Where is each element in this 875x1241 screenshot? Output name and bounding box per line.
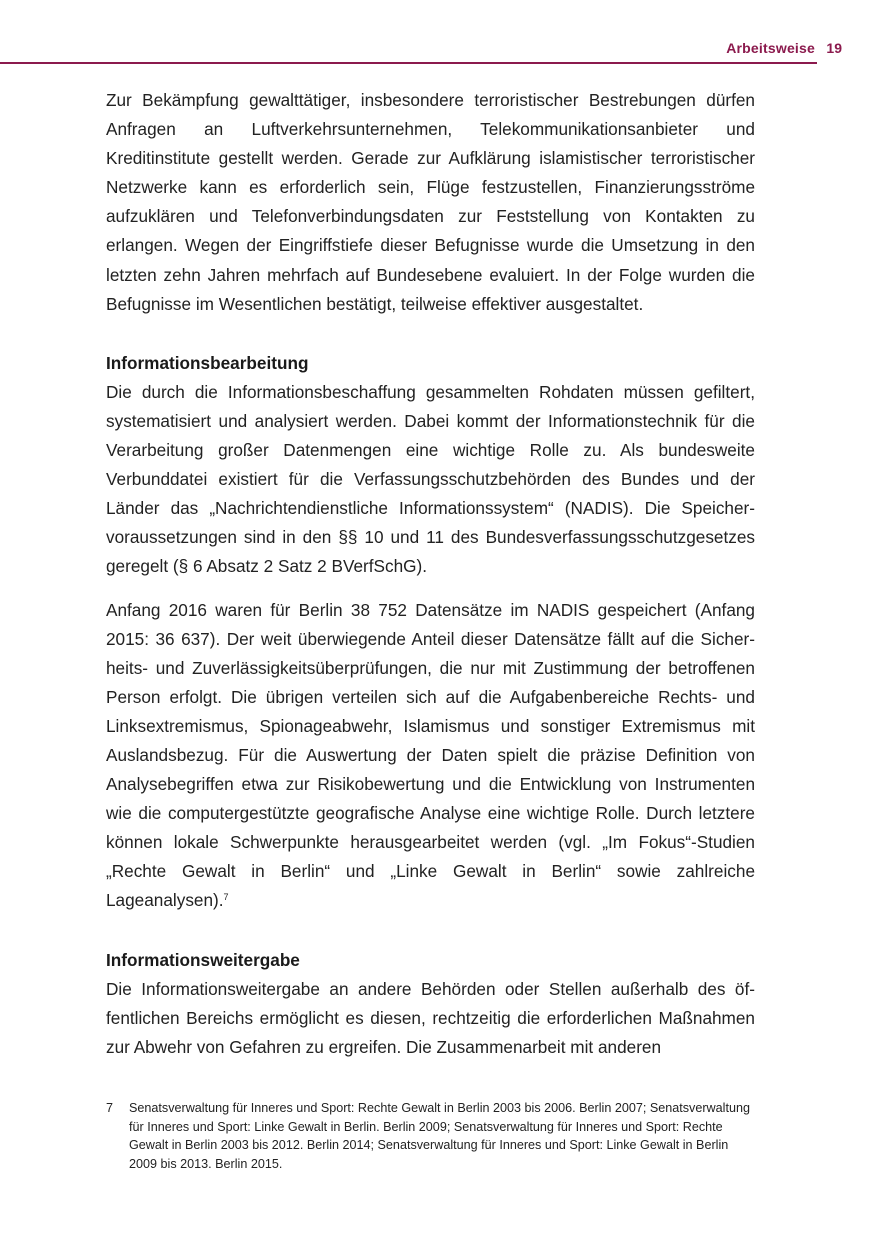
section-spacer: [106, 916, 755, 946]
paragraph-spacer: [106, 582, 755, 596]
header-rule: [0, 62, 817, 64]
main-text: [106, 86, 755, 1062]
footnote-number: 7: [106, 1101, 114, 1115]
paragraph-3: [106, 596, 755, 916]
paragraph-4: Die Informationsweitergabe an andere Behörden oder Stellen außerhalb des öffentlichen Bereichs ermöglicht es diesen, rechtzeitig die erforderlichen Maßnahmen zur Abwehr von Gefahren zu ergreifen. Die Zusammenarbeit mit anderen: [106, 978, 755, 1057]
heading-informationsweitergabe: Informationsweitergabe: [106, 949, 300, 970]
heading-informationsbearbeitung: Informationsbearbeitung: [106, 352, 309, 373]
running-header-section: Arbeitsweise: [726, 40, 815, 56]
page-header: [0, 38, 875, 64]
footnote: [106, 1099, 755, 1173]
footnote-text: Senatsverwaltung für Inneres und Sport: Rechte Gewalt in Berlin 2003 bis 2006. Berlin 2007; Senatsverwaltung für Inneres und Sport: Linke Gewalt in Berlin. Berlin 2009; Senatsverwaltung für Inneres und Sport: Rechte Gewalt in Berlin 2003 bis 2012. Berlin 2014; Senatsverwaltung für Inneres und Sport: Linke Gewalt in Berlin 2009 bis 2013. Berlin 2015.: [129, 1101, 750, 1171]
section-spacer: [106, 319, 755, 349]
footnote-reference[interactable]: 7: [223, 892, 229, 903]
paragraph-2: Die durch die Informationsbeschaffung gesammelten Rohdaten müssen gefiltert, systematisiert und analysiert werden. Dabei kommt der Informationstechnik für die Verarbeitung großer Datenmengen eine wichtige Rolle zu. Als bundesweite Verbunddatei existiert für die Verfassungsschutzbehörden des Bundes und der Länder das „Nachrichtendienstliche Informationssystem“ (NADIS). Die Speichervoraussetzungen sind in den §§ 10 und 11 des Bundesverfassungsschutzgesetzes geregelt (§ 6 Absatz 2 Satz 2 BVerfSchG).: [106, 381, 755, 577]
page-number: 19: [826, 40, 842, 56]
paragraph-3-text: Anfang 2016 waren für Berlin 38 752 Datensätze im NADIS gespeichert (Anfang 2015: 36 637). Der weit überwiegende Anteil dieser Datensätze fällt auf die Sicherheits- und Zuverlässigkeitsüberprüfungen, die nur mit Zustimmung der betroffenen Person erfolgt. Die übrigen verteilen sich auf die Aufgabenbereiche Rechts- und Linksextremismus, Spionageabwehr, Islamismus und sonstiger Extremismus mit Auslandsbezug. Für die Auswertung der Daten spielt die präzise Definition von Analysebegriffen etwa zur Risikobewertung und die Entwicklung von Instrumenten wie die computergestützte geografische Analyse eine wichtige Rolle. Durch letztere können lokale Schwerpunkte herausgearbeitet werden (vgl. „Im Fokus“-Studien „Rechte Gewalt in Berlin“ und „Linke Gewalt in Berlin“ sowie zahlreiche Lageanalysen).: [106, 599, 755, 911]
paragraph-1: Zur Bekämpfung gewalttätiger, insbesondere terroristischer Bestrebungen dürfen Anfragen an Luftverkehrsunternehmen, Telekommunikationsanbieter und Kreditinstitute gestellt werden. Gerade zur Aufklärung islamistischer terroristischer Netzwerke kann es erforderlich sein, Flüge festzustellen, Finanzierungsströme aufzuklären und Telefonverbindungsdaten zur Feststellung von Kontakten zu erlangen. Wegen der Eingriffstiefe dieser Befugnisse wurde die Umsetzung in den letzten zehn Jahren mehrfach auf Bundesebene evaluiert. In der Folge wurden die Befugnisse im Wesentlichen bestätigt, teilweise effektiver ausgestaltet.: [106, 90, 755, 314]
